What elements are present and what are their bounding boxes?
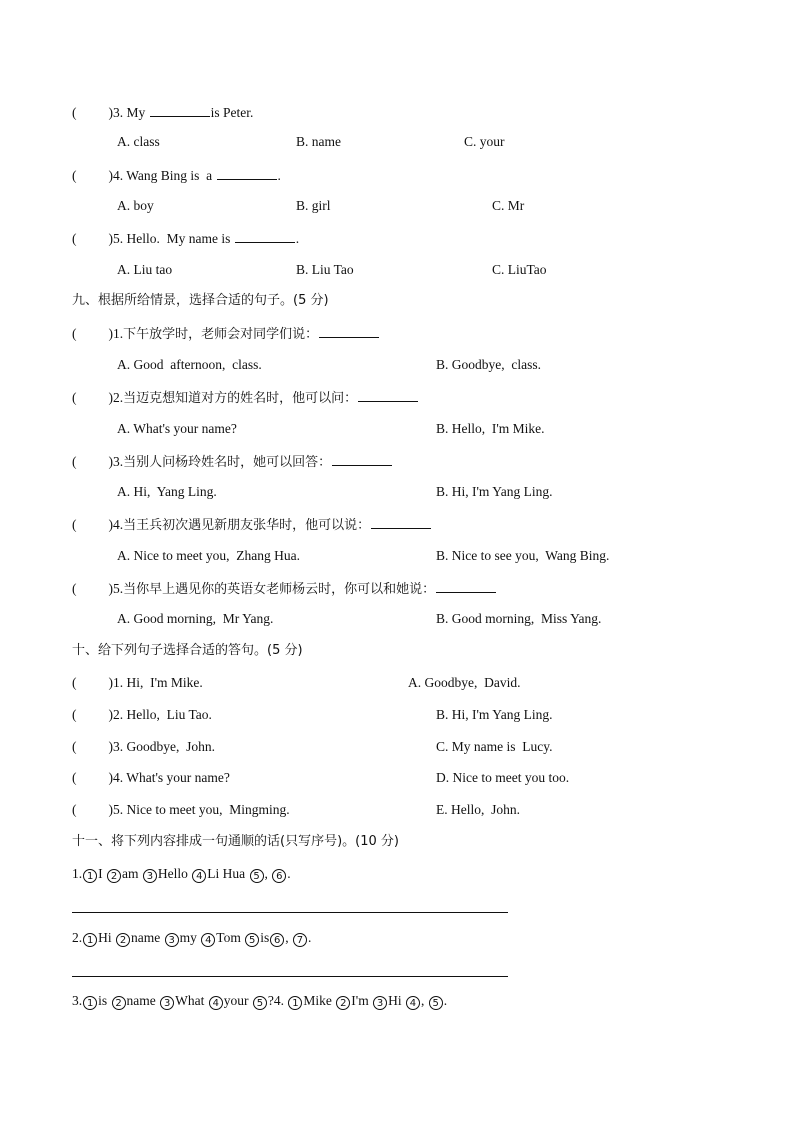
section-10-title: 十、给下列句子选择合适的答句。(5 分) bbox=[72, 643, 303, 658]
q10-answer-e: E. Hello, John. bbox=[436, 802, 520, 817]
q9-item-2-option-a: A. What's your name? bbox=[117, 421, 237, 436]
q8-item-4-option-a: A. boy bbox=[117, 198, 154, 213]
q9-item-5: ( )5.当你早上遇见你的英语女老师杨云时，你可以和她说： bbox=[72, 580, 497, 598]
q8-item-4-option-b: B. girl bbox=[296, 198, 331, 213]
q8-item-3: ( )3. My is Peter. bbox=[72, 105, 254, 120]
answer-blank[interactable] bbox=[358, 389, 418, 402]
q9-item-3: ( )3.当别人问杨玲姓名时，她可以回答： bbox=[72, 453, 393, 471]
q10-answer-a: A. Goodbye, David. bbox=[408, 675, 521, 690]
q9-item-5-option-b: B. Good morning, Miss Yang. bbox=[436, 611, 602, 626]
answer-blank[interactable] bbox=[217, 167, 277, 180]
q9-item-2: ( )2.当迈克想知道对方的姓名时，他可以问： bbox=[72, 389, 419, 407]
q9-item-3-option-b: B. Hi, I'm Yang Ling. bbox=[436, 484, 553, 499]
q8-item-3-option-a: A. class bbox=[117, 134, 160, 149]
q10-item-3: ( )3. Goodbye, John. bbox=[72, 739, 215, 754]
q10-item-4: ( )4. What's your name? bbox=[72, 770, 230, 785]
section-9-title: 九、根据所给情景，选择合适的句子。(5 分) bbox=[72, 293, 329, 308]
q9-item-1: ( )1.下午放学时，老师会对同学们说： bbox=[72, 325, 380, 343]
q9-item-3-option-a: A. Hi, Yang Ling. bbox=[117, 484, 217, 499]
q11-sentence-1: 1. 1 I 2 am 3 Hello 4 Li Hua 5 , 6 . bbox=[72, 866, 291, 882]
q8-item-5-option-b: B. Liu Tao bbox=[296, 262, 354, 277]
q10-answer-c: C. My name is Lucy. bbox=[436, 739, 553, 754]
answer-blank[interactable] bbox=[436, 580, 496, 593]
q8-item-4: ( )4. Wang Bing is a . bbox=[72, 168, 281, 183]
q8-item-3-option-b: B. name bbox=[296, 134, 341, 149]
answer-line-2[interactable] bbox=[72, 976, 508, 977]
q8-item-4-option-c: C. Mr bbox=[492, 198, 525, 213]
q8-item-5: ( )5. Hello. My name is . bbox=[72, 231, 300, 246]
q9-item-2-option-b: B. Hello, I'm Mike. bbox=[436, 421, 545, 436]
answer-blank[interactable] bbox=[371, 516, 431, 529]
q11-sentence-2: 2. 1 Hi 2 name 3 my 4 Tom 5 is 6 , 7 . bbox=[72, 930, 312, 946]
q10-answer-b: B. Hi, I'm Yang Ling. bbox=[436, 707, 553, 722]
q8-item-5-option-c: C. LiuTao bbox=[492, 262, 547, 277]
q10-item-5: ( )5. Nice to meet you, Mingming. bbox=[72, 802, 290, 817]
q9-item-4-option-b: B. Nice to see you, Wang Bing. bbox=[436, 548, 610, 563]
q9-item-1-option-a: A. Good afternoon, class. bbox=[117, 357, 262, 372]
q9-item-4: ( )4.当王兵初次遇见新朋友张华时，他可以说： bbox=[72, 516, 432, 534]
q10-item-1: ( )1. Hi, I'm Mike. bbox=[72, 675, 203, 690]
q10-answer-d: D. Nice to meet you too. bbox=[436, 770, 570, 785]
q11-sentence-3-4: 3. 1 is 2 name 3 What 4 your 5 ?4. 1 Mike 2 I'm 3 Hi 4 , 5 . bbox=[72, 993, 448, 1009]
answer-blank[interactable] bbox=[332, 453, 392, 466]
q8-item-3-option-c: C. your bbox=[464, 134, 505, 149]
answer-blank[interactable] bbox=[150, 104, 210, 117]
answer-blank[interactable] bbox=[235, 230, 295, 243]
answer-line-1[interactable] bbox=[72, 912, 508, 913]
q9-item-1-option-b: B. Goodbye, class. bbox=[436, 357, 541, 372]
q9-item-4-option-a: A. Nice to meet you, Zhang Hua. bbox=[117, 548, 300, 563]
q8-item-5-option-a: A. Liu tao bbox=[117, 262, 173, 277]
q10-item-2: ( )2. Hello, Liu Tao. bbox=[72, 707, 212, 722]
answer-blank[interactable] bbox=[319, 325, 379, 338]
section-11-title: 十一、将下列内容排成一句通顺的话(只写序号)。(10 分) bbox=[72, 834, 399, 849]
q9-item-5-option-a: A. Good morning, Mr Yang. bbox=[117, 611, 274, 626]
